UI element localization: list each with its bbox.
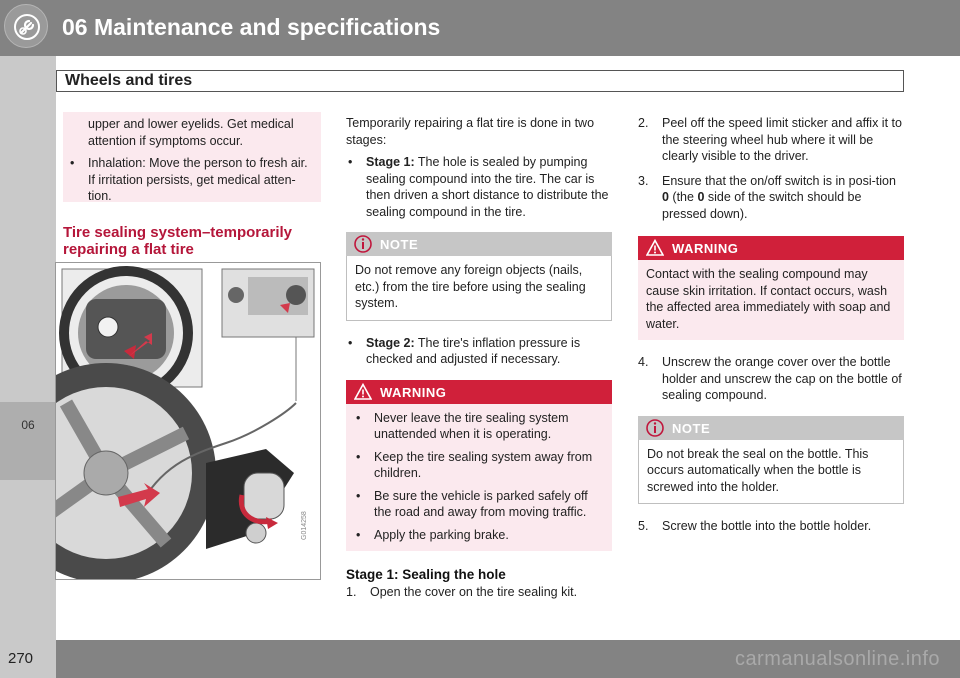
step-number: 4. xyxy=(638,355,649,369)
step-3-text-c: side of the switch should be pressed down). xyxy=(662,190,862,221)
step-2 xyxy=(638,115,904,165)
illustration-code: G014258 xyxy=(301,511,308,540)
chapter-tab-number: 06 xyxy=(21,418,35,432)
chapter-title: 06 Maintenance and specifications xyxy=(62,14,441,40)
warning-item-text: Apply the parking brake. xyxy=(374,527,509,542)
watermark: carmanualsonline.info xyxy=(734,648,940,670)
info-icon xyxy=(354,235,372,253)
step-number: 2. xyxy=(638,116,649,130)
step-5-text: Screw the bottle into the bottle holder. xyxy=(662,519,872,533)
warning-label-1: WARNING xyxy=(380,384,447,400)
warning-triangle-icon xyxy=(646,239,664,257)
step-3 xyxy=(638,173,904,223)
step-4 xyxy=(638,354,904,404)
page-number: 270 xyxy=(8,650,34,667)
warning-triangle-icon xyxy=(354,383,372,401)
warning-box-1 xyxy=(346,380,612,552)
step-1-text: Open the cover on the tire sealing kit. xyxy=(370,585,578,599)
warning-header-2 xyxy=(638,236,904,260)
intro-text: Temporarily repairing a flat tire is done in two stages: xyxy=(346,116,595,147)
stage1-bullet xyxy=(346,154,612,220)
step-3-bold-2: 0 xyxy=(697,190,705,204)
step-3-text-b: (the xyxy=(668,190,698,204)
note-label-1: NOTE xyxy=(380,237,419,252)
bullet-glyph: • xyxy=(348,335,353,350)
warning-text-2: Contact with the sealing compound may cause skin irritation. If contact occurs, wash the affected area immediately with soap and water. xyxy=(638,260,904,340)
bullet-glyph: • xyxy=(348,155,353,169)
inhalation-bullet xyxy=(68,155,311,205)
bullet-glyph: • xyxy=(356,449,361,464)
tire-sealing-illustration xyxy=(55,262,321,580)
inhalation-text: Inhalation: Move the person to fresh air. If irritation persists, get medical atten-tion. xyxy=(88,156,308,203)
warning-box-2 xyxy=(638,236,904,340)
chapter-tab-active[interactable] xyxy=(0,402,56,480)
step-3-bold-1: 0 xyxy=(662,190,669,204)
stage1-text: The hole is sealed by pumping sealing compound into the tire. The car is then driven a short distance to distribute the sealing compound in the tire. xyxy=(366,155,609,219)
tire-sealing-heading: Tire sealing system–temporarily repairing a flat tire xyxy=(63,224,292,258)
note-text-2: Do not break the seal on the bottle. This occurs automatically when the bottle is screwed into the holder. xyxy=(638,440,904,505)
step-number: 5. xyxy=(638,519,649,533)
warning-item xyxy=(354,410,604,443)
sealing-hole-subheading: Stage 1: Sealing the hole xyxy=(346,567,506,582)
warning-item xyxy=(354,527,604,544)
stage2-text: The tire's inflation pressure is checked and adjusted if necessary. xyxy=(366,335,581,366)
stage1-label: Stage 1: xyxy=(366,155,415,169)
bullet-glyph: • xyxy=(70,156,75,170)
warning-item xyxy=(354,449,604,482)
stage2-label: Stage 2: xyxy=(366,335,415,350)
warning-body-1 xyxy=(346,404,612,552)
section-header xyxy=(56,70,904,92)
bullet-glyph: • xyxy=(356,527,361,542)
stage2-bullet xyxy=(346,335,612,368)
right-column xyxy=(638,115,904,543)
warning-header-1 xyxy=(346,380,612,404)
note-box-2 xyxy=(638,416,904,505)
first-aid-continued-box xyxy=(63,112,321,202)
step-5 xyxy=(638,518,904,535)
middle-column xyxy=(346,115,612,609)
warning-item-text: Never leave the tire sealing system unattended when it is operating. xyxy=(374,410,569,441)
wrench-gear-logo-icon xyxy=(4,4,48,48)
note-text-1: Do not remove any foreign objects (nails, etc.) from the tire before using the sealing system. xyxy=(346,256,612,321)
step-number: 3. xyxy=(638,173,649,188)
bullet-glyph: • xyxy=(356,488,361,503)
step-4-text: Unscrew the orange cover over the bottle holder and unscrew the cap on the bottle of sealing compound. xyxy=(662,355,902,402)
bullet-glyph: • xyxy=(356,410,361,425)
step-number: 1. xyxy=(346,585,357,599)
step-1 xyxy=(346,584,612,601)
continued-text: upper and lower eyelids. Get medical attention if symptoms occur. xyxy=(88,117,294,148)
warning-item-text: Be sure the vehicle is parked safely off the road and away from moving traffic. xyxy=(374,488,588,519)
note-label-2: NOTE xyxy=(672,420,711,436)
step-2-text: Peel off the speed limit sticker and affix it to the steering wheel hub where it will be clearly visible to the driver. xyxy=(662,116,902,163)
warning-item-text: Keep the tire sealing system away from children. xyxy=(374,449,593,480)
warning-item xyxy=(354,488,604,521)
chapter-sidebar xyxy=(0,56,56,678)
note-header-2 xyxy=(638,416,904,440)
note-header-1 xyxy=(346,232,612,256)
note-box-1 xyxy=(346,232,612,321)
step-3-text-a: Ensure that the on/off switch is in posi-tion xyxy=(662,173,896,188)
section-title: Wheels and tires xyxy=(65,72,193,89)
warning-label-2: WARNING xyxy=(672,241,739,256)
info-icon xyxy=(646,419,664,437)
